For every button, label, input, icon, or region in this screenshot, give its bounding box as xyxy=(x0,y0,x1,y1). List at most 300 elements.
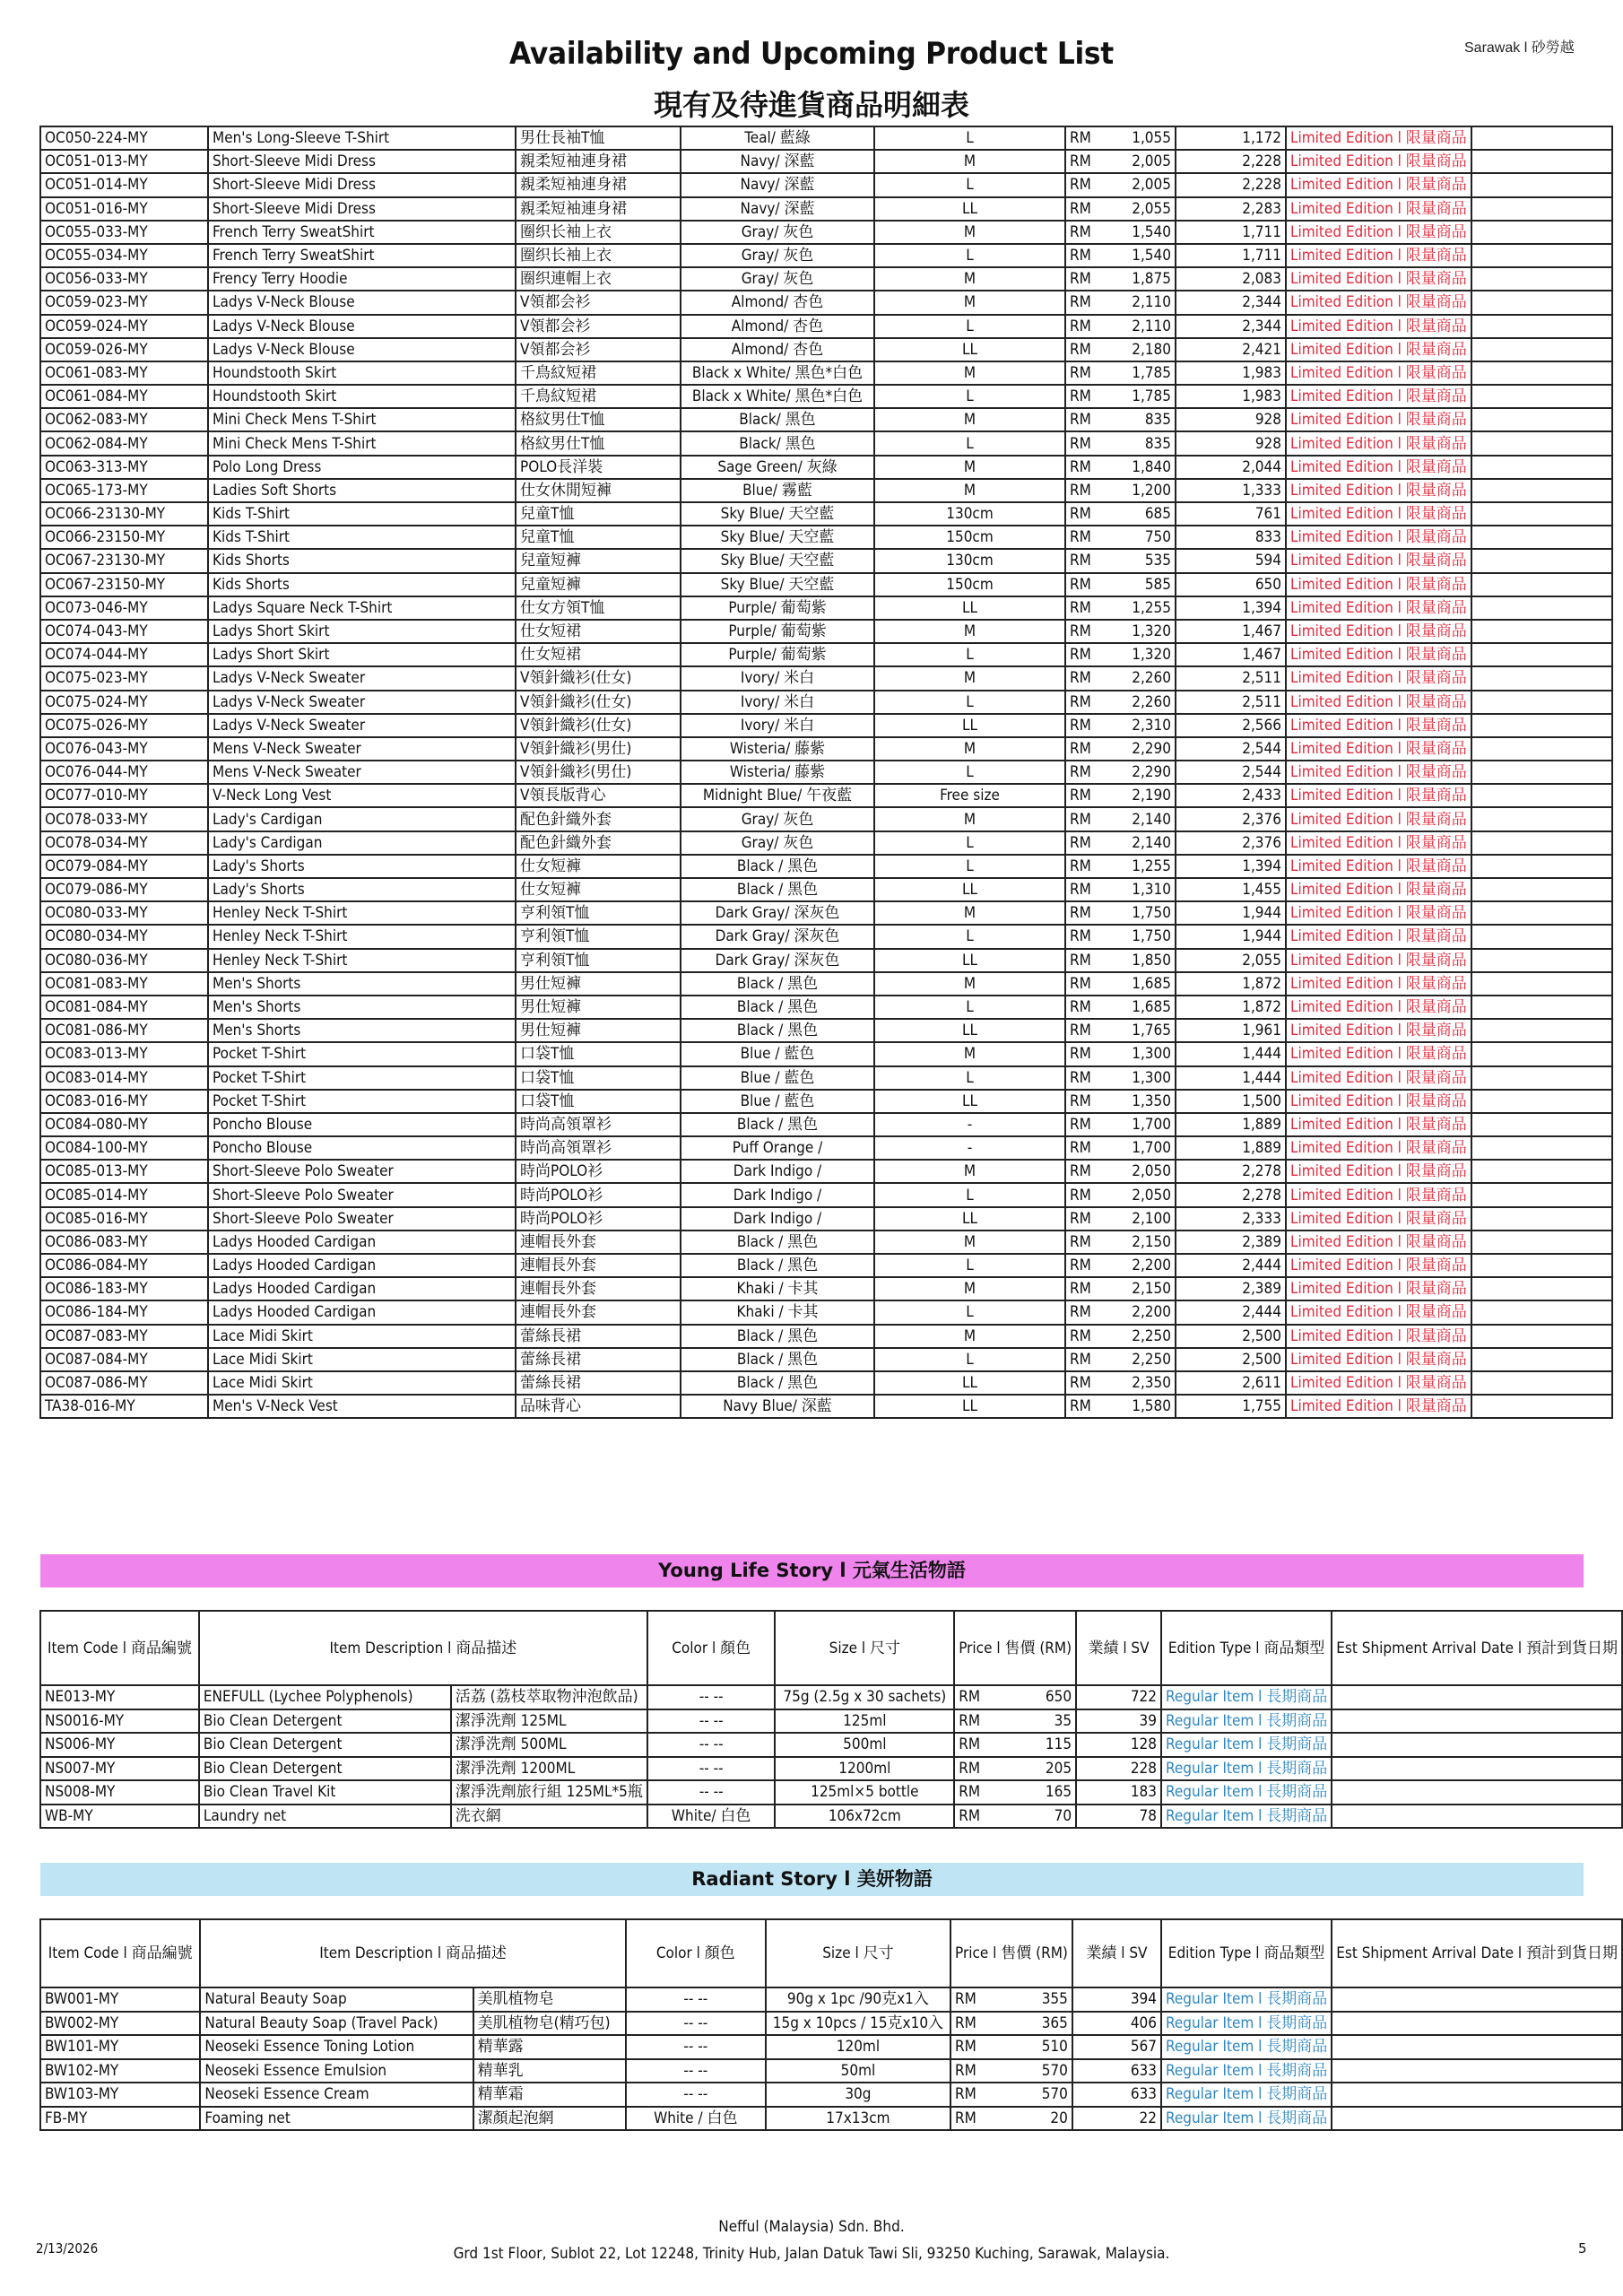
cell-item-description: Kids Shorts xyxy=(208,573,516,596)
cell-item-description: Neoseki Essence Toning Lotion xyxy=(200,2035,473,2059)
cell-arrival-date xyxy=(1332,1709,1622,1734)
cell-price: 1,310 xyxy=(1101,878,1176,901)
cell-arrival-date xyxy=(1332,1987,1622,2012)
cell-currency: RM xyxy=(1065,502,1101,526)
cell-sv: 1,872 xyxy=(1176,996,1286,1019)
cell-edition-type: Limited Edition l 限量商品 xyxy=(1286,1042,1471,1065)
cell-item-description-cn: V領針織衫(男仕) xyxy=(516,761,681,784)
cell-currency: RM xyxy=(1065,1395,1101,1418)
cell-edition-type: Regular Item l 長期商品 xyxy=(1161,1805,1332,1829)
cell-color: -- -- xyxy=(626,2035,766,2059)
table-row xyxy=(40,1685,1622,1709)
table-row xyxy=(40,1254,1612,1277)
cell-edition-type: Limited Edition l 限量商品 xyxy=(1286,1325,1471,1348)
cell-arrival-date xyxy=(1471,456,1612,479)
cell-color: Black / 黑色 xyxy=(681,1325,874,1348)
cell-color: Khaki / 卡其 xyxy=(681,1300,874,1324)
cell-currency: RM xyxy=(1065,197,1101,221)
table-row xyxy=(40,1709,1622,1734)
cell-item-description: Natural Beauty Soap xyxy=(200,1987,473,2012)
table-row xyxy=(40,1987,1622,2012)
cell-currency: RM xyxy=(954,1780,994,1805)
cell-size: L xyxy=(874,831,1065,855)
cell-color: -- -- xyxy=(647,1780,776,1805)
cell-color: Black / 黑色 xyxy=(681,1019,874,1042)
cell-price: 1,875 xyxy=(1101,267,1176,291)
cell-edition-type: Limited Edition l 限量商品 xyxy=(1286,949,1471,972)
cell-item-description: Ladys Square Neck T-Shirt xyxy=(208,596,516,620)
cell-item-description-cn: 親柔短袖連身裙 xyxy=(516,150,681,173)
table-row xyxy=(40,1090,1612,1113)
cell-item-code: OC065-173-MY xyxy=(40,479,208,502)
cell-edition-type: Limited Edition l 限量商品 xyxy=(1286,456,1471,479)
cell-arrival-date xyxy=(1471,855,1612,878)
cell-arrival-date xyxy=(1471,479,1612,502)
cell-price: 835 xyxy=(1101,431,1176,455)
table-row xyxy=(40,643,1612,666)
cell-item-code: OC061-083-MY xyxy=(40,361,208,385)
cell-size: 50ml xyxy=(766,2059,950,2083)
cell-currency: RM xyxy=(1065,972,1101,996)
cell-item-description: Ladys Short Skirt xyxy=(208,643,516,666)
cell-sv: 2,228 xyxy=(1176,150,1286,173)
cell-color: Sky Blue/ 天空藍 xyxy=(681,526,874,549)
cell-item-description-cn: 仕女短褲 xyxy=(516,855,681,878)
cell-size: M xyxy=(874,807,1065,831)
cell-arrival-date xyxy=(1471,643,1612,666)
cell-color: Wisteria/ 藤紫 xyxy=(681,737,874,761)
cell-sv: 2,444 xyxy=(1176,1300,1286,1324)
cell-size: M xyxy=(874,1325,1065,1348)
cell-arrival-date xyxy=(1471,315,1612,338)
cell-currency: RM xyxy=(950,1987,990,2012)
cell-size: L xyxy=(874,855,1065,878)
cell-arrival-date xyxy=(1471,1277,1612,1300)
cell-item-description-cn: 時尚POLO衫 xyxy=(516,1160,681,1183)
cell-currency: RM xyxy=(1065,267,1101,291)
page-title: Availability and Upcoming Product List xyxy=(509,36,1114,72)
cell-item-code: OC080-034-MY xyxy=(40,925,208,948)
cell-price: 835 xyxy=(1101,408,1176,431)
header-color: Color l 顏色 xyxy=(647,1611,776,1685)
cell-size: LL xyxy=(874,1207,1065,1231)
cell-item-description: Laundry net xyxy=(199,1805,451,1829)
table-row xyxy=(40,338,1612,361)
cell-edition-type: Limited Edition l 限量商品 xyxy=(1286,596,1471,620)
cell-currency: RM xyxy=(1065,1207,1101,1231)
cell-sv: 2,611 xyxy=(1176,1371,1286,1395)
cell-item-code: OC076-044-MY xyxy=(40,761,208,784)
cell-price: 650 xyxy=(994,1685,1076,1709)
cell-sv: 2,544 xyxy=(1176,761,1286,784)
cell-price: 2,290 xyxy=(1101,761,1176,784)
table-row xyxy=(40,1136,1612,1160)
cell-arrival-date xyxy=(1471,197,1612,221)
cell-item-description-cn: 精華霜 xyxy=(473,2083,626,2107)
cell-item-code: BW103-MY xyxy=(40,2083,200,2107)
cell-item-description: Lady's Cardigan xyxy=(208,831,516,855)
cell-item-description-cn: 格紋男仕T恤 xyxy=(516,408,681,431)
cell-item-description-cn: 兒童短褲 xyxy=(516,549,681,572)
cell-item-description: Kids T-Shirt xyxy=(208,526,516,549)
cell-item-code: WB-MY xyxy=(40,1805,199,1829)
cell-item-code: OC059-026-MY xyxy=(40,338,208,361)
cell-color: Navy Blue/ 深藍 xyxy=(681,1395,874,1418)
table-row xyxy=(40,197,1612,221)
table-row xyxy=(40,972,1612,996)
cell-item-description-cn: 時尚高領罩衫 xyxy=(516,1113,681,1136)
cell-edition-type: Limited Edition l 限量商品 xyxy=(1286,878,1471,901)
header-item-code: Item Code l 商品編號 xyxy=(40,1611,199,1685)
cell-arrival-date xyxy=(1332,2059,1622,2083)
cell-item-description: Lace Midi Skirt xyxy=(208,1348,516,1371)
cell-size: LL xyxy=(874,596,1065,620)
young-life-table xyxy=(39,1610,1623,1829)
footer-address: Grd 1st Floor, Sublot 22, Lot 12248, Trinity Hub, Jalan Datuk Tawi Sli, 93250 Kuching, Sarawak, Malaysia. xyxy=(453,2245,1170,2263)
cell-item-description-cn: 潔淨洗劑旅行組 125ML*5瓶 xyxy=(451,1780,647,1805)
header-item-description: Item Description l 商品描述 xyxy=(199,1611,647,1685)
cell-item-description: Men's Shorts xyxy=(208,1019,516,1042)
cell-color: -- -- xyxy=(647,1733,776,1757)
cell-sv: 1,889 xyxy=(1176,1113,1286,1136)
cell-size: L xyxy=(874,1254,1065,1277)
cell-color: Blue / 藍色 xyxy=(681,1042,874,1065)
cell-item-code: OC050-224-MY xyxy=(40,126,208,150)
cell-arrival-date xyxy=(1471,737,1612,761)
cell-size: M xyxy=(874,972,1065,996)
cell-currency: RM xyxy=(1065,126,1101,150)
cell-item-description-cn: 潔淨洗劑 1200ML xyxy=(451,1757,647,1781)
cell-currency: RM xyxy=(1065,761,1101,784)
cell-size: 125ml×5 bottle xyxy=(775,1780,954,1805)
cell-item-description-cn: 親柔短袖連身裙 xyxy=(516,197,681,221)
cell-currency: RM xyxy=(1065,949,1101,972)
cell-color: Dark Indigo / xyxy=(681,1160,874,1183)
cell-color: Dark Gray/ 深灰色 xyxy=(681,949,874,972)
cell-price: 1,540 xyxy=(1101,244,1176,267)
cell-currency: RM xyxy=(1065,666,1101,690)
cell-sv: 567 xyxy=(1072,2035,1161,2059)
cell-item-code: OC051-016-MY xyxy=(40,197,208,221)
cell-color: Ivory/ 米白 xyxy=(681,666,874,690)
cell-color: Ivory/ 米白 xyxy=(681,691,874,714)
cell-currency: RM xyxy=(1065,1160,1101,1183)
cell-item-code: OC056-033-MY xyxy=(40,267,208,291)
cell-color: Purple/ 葡萄紫 xyxy=(681,596,874,620)
cell-arrival-date xyxy=(1471,666,1612,690)
table-row xyxy=(40,408,1612,431)
cell-item-code: NS008-MY xyxy=(40,1780,199,1805)
cell-item-description-cn: 潔顏起泡網 xyxy=(473,2107,626,2131)
cell-price: 1,700 xyxy=(1101,1136,1176,1160)
cell-arrival-date xyxy=(1471,150,1612,173)
cell-size: LL xyxy=(874,1090,1065,1113)
cell-sv: 2,389 xyxy=(1176,1277,1286,1300)
cell-sv: 2,389 xyxy=(1176,1231,1286,1254)
cell-item-code: OC080-036-MY xyxy=(40,949,208,972)
cell-currency: RM xyxy=(1065,1348,1101,1371)
cell-item-description: Lady's Shorts xyxy=(208,855,516,878)
cell-size: M xyxy=(874,1231,1065,1254)
cell-price: 1,300 xyxy=(1101,1042,1176,1065)
cell-item-description-cn: 千鳥紋短裙 xyxy=(516,361,681,385)
cell-item-code: OC074-044-MY xyxy=(40,643,208,666)
cell-item-code: BW001-MY xyxy=(40,1987,200,2012)
cell-item-description: Neoseki Essence Cream xyxy=(200,2083,473,2107)
table-row xyxy=(40,456,1612,479)
table-row xyxy=(40,479,1612,502)
cell-item-description-cn: V領針織衫(仕女) xyxy=(516,666,681,690)
cell-size: LL xyxy=(874,1395,1065,1418)
cell-item-description: Bio Clean Detergent xyxy=(199,1733,451,1757)
cell-item-code: OC079-084-MY xyxy=(40,855,208,878)
page-subtitle: 現有及待進貨商品明細表 xyxy=(653,88,969,122)
cell-price: 1,320 xyxy=(1101,620,1176,643)
cell-price: 1,580 xyxy=(1101,1395,1176,1418)
table-row xyxy=(40,761,1612,784)
cell-item-code: OC067-23130-MY xyxy=(40,549,208,572)
cell-edition-type: Limited Edition l 限量商品 xyxy=(1286,408,1471,431)
cell-edition-type: Limited Edition l 限量商品 xyxy=(1286,1183,1471,1206)
cell-arrival-date xyxy=(1471,549,1612,572)
cell-price: 1,685 xyxy=(1101,972,1176,996)
cell-item-description-cn: POLO長洋裝 xyxy=(516,456,681,479)
cell-color: Sky Blue/ 天空藍 xyxy=(681,573,874,596)
cell-edition-type: Limited Edition l 限量商品 xyxy=(1286,996,1471,1019)
cell-price: 2,050 xyxy=(1101,1160,1176,1183)
table-row xyxy=(40,1395,1612,1418)
table-row xyxy=(40,1300,1612,1324)
cell-currency: RM xyxy=(1065,878,1101,901)
cell-sv: 39 xyxy=(1076,1709,1161,1734)
cell-sv: 2,511 xyxy=(1176,666,1286,690)
cell-edition-type: Limited Edition l 限量商品 xyxy=(1286,761,1471,784)
cell-item-code: OC087-084-MY xyxy=(40,1348,208,1371)
footer-company: Nefful (Malaysia) Sdn. Bhd. xyxy=(718,2218,905,2236)
cell-item-code: NS007-MY xyxy=(40,1757,199,1781)
cell-item-description-cn: 兒童T恤 xyxy=(516,502,681,526)
cell-item-code: OC066-23150-MY xyxy=(40,526,208,549)
cell-edition-type: Limited Edition l 限量商品 xyxy=(1286,1160,1471,1183)
cell-item-description-cn: 潔淨洗劑 125ML xyxy=(451,1709,647,1734)
cell-sv: 1,755 xyxy=(1176,1395,1286,1418)
header-item-code: Item Code l 商品編號 xyxy=(40,1919,200,1987)
cell-size: 120ml xyxy=(766,2035,950,2059)
cell-arrival-date xyxy=(1471,126,1612,150)
cell-size: M xyxy=(874,620,1065,643)
cell-item-description: Men's Long-Sleeve T-Shirt xyxy=(208,126,516,150)
cell-price: 2,180 xyxy=(1101,338,1176,361)
cell-item-description: Foaming net xyxy=(200,2107,473,2131)
radiant-body xyxy=(40,1987,1622,2130)
cell-color: White / 白色 xyxy=(626,2107,766,2131)
cell-sv: 22 xyxy=(1072,2107,1161,2131)
cell-edition-type: Regular Item l 長期商品 xyxy=(1161,2012,1332,2036)
cell-size: L xyxy=(874,1300,1065,1324)
cell-arrival-date xyxy=(1471,385,1612,408)
cell-size: LL xyxy=(874,714,1065,737)
cell-price: 2,150 xyxy=(1101,1277,1176,1300)
cell-size: LL xyxy=(874,1371,1065,1395)
table-row xyxy=(40,1113,1612,1136)
cell-edition-type: Limited Edition l 限量商品 xyxy=(1286,479,1471,502)
cell-item-description-cn: 男仕短褲 xyxy=(516,1019,681,1042)
cell-price: 2,260 xyxy=(1101,691,1176,714)
cell-currency: RM xyxy=(1065,596,1101,620)
cell-item-code: OC073-046-MY xyxy=(40,596,208,620)
cell-item-code: OC076-043-MY xyxy=(40,737,208,761)
cell-currency: RM xyxy=(1065,1183,1101,1206)
table-row xyxy=(40,502,1612,526)
cell-item-description-cn: 時尚高領罩衫 xyxy=(516,1136,681,1160)
cell-edition-type: Limited Edition l 限量商品 xyxy=(1286,197,1471,221)
cell-edition-type: Limited Edition l 限量商品 xyxy=(1286,691,1471,714)
cell-item-code: OC085-014-MY xyxy=(40,1183,208,1206)
cell-edition-type: Limited Edition l 限量商品 xyxy=(1286,901,1471,925)
cell-currency: RM xyxy=(1065,855,1101,878)
cell-price: 1,055 xyxy=(1101,126,1176,150)
cell-item-description: Lady's Cardigan xyxy=(208,807,516,831)
cell-item-description-cn: 精華乳 xyxy=(473,2059,626,2083)
table-row xyxy=(40,221,1612,244)
cell-arrival-date xyxy=(1471,901,1612,925)
cell-price: 2,140 xyxy=(1101,807,1176,831)
cell-item-code: OC078-033-MY xyxy=(40,807,208,831)
cell-color: Almond/ 杏色 xyxy=(681,315,874,338)
table-row xyxy=(40,315,1612,338)
table-row xyxy=(40,996,1612,1019)
cell-edition-type: Limited Edition l 限量商品 xyxy=(1286,737,1471,761)
cell-item-code: OC079-086-MY xyxy=(40,878,208,901)
cell-sv: 2,228 xyxy=(1176,173,1286,196)
table-row xyxy=(40,949,1612,972)
cell-item-description: Men's V-Neck Vest xyxy=(208,1395,516,1418)
cell-size: L xyxy=(874,761,1065,784)
cell-size: L xyxy=(874,925,1065,948)
cell-size: M xyxy=(874,1042,1065,1065)
cell-item-code: OC085-013-MY xyxy=(40,1160,208,1183)
table-row xyxy=(40,1207,1612,1231)
cell-currency: RM xyxy=(1065,1277,1101,1300)
cell-price: 2,200 xyxy=(1101,1300,1176,1324)
cell-edition-type: Limited Edition l 限量商品 xyxy=(1286,173,1471,196)
cell-sv: 761 xyxy=(1176,502,1286,526)
cell-currency: RM xyxy=(950,2059,990,2083)
cell-color: Black / 黑色 xyxy=(681,1348,874,1371)
cell-item-code: OC086-184-MY xyxy=(40,1300,208,1324)
cell-color: Khaki / 卡其 xyxy=(681,1277,874,1300)
cell-arrival-date xyxy=(1471,291,1612,314)
cell-item-description-cn: 仕女休閒短褲 xyxy=(516,479,681,502)
cell-size: L xyxy=(874,643,1065,666)
table-row xyxy=(40,1348,1612,1371)
table-row xyxy=(40,291,1612,314)
cell-arrival-date xyxy=(1471,761,1612,784)
cell-currency: RM xyxy=(950,2083,990,2107)
cell-arrival-date xyxy=(1332,1780,1622,1805)
cell-sv: 2,083 xyxy=(1176,267,1286,291)
cell-sv: 2,278 xyxy=(1176,1160,1286,1183)
cell-item-description: Polo Long Dress xyxy=(208,456,516,479)
cell-item-code: OC081-084-MY xyxy=(40,996,208,1019)
cell-currency: RM xyxy=(1065,456,1101,479)
cell-item-code: OC081-086-MY xyxy=(40,1019,208,1042)
cell-item-description: Ladys V-Neck Blouse xyxy=(208,291,516,314)
cell-arrival-date xyxy=(1332,2012,1622,2036)
cell-item-code: OC074-043-MY xyxy=(40,620,208,643)
cell-size: 17x13cm xyxy=(766,2107,950,2131)
cell-size: LL xyxy=(874,338,1065,361)
table-row xyxy=(40,878,1612,901)
cell-sv: 1,444 xyxy=(1176,1066,1286,1090)
cell-item-description-cn: V領都会衫 xyxy=(516,338,681,361)
footer-date: 2/13/2026 xyxy=(36,2240,99,2257)
cell-color: -- -- xyxy=(626,2083,766,2107)
cell-edition-type: Regular Item l 長期商品 xyxy=(1161,1987,1332,2012)
cell-arrival-date xyxy=(1471,1207,1612,1231)
cell-arrival-date xyxy=(1471,1254,1612,1277)
cell-item-description-cn: 親柔短袖連身裙 xyxy=(516,173,681,196)
cell-size: Free size xyxy=(874,784,1065,807)
cell-edition-type: Limited Edition l 限量商品 xyxy=(1286,385,1471,408)
cell-sv: 2,444 xyxy=(1176,1254,1286,1277)
cell-sv: 406 xyxy=(1072,2012,1161,2036)
cell-price: 2,005 xyxy=(1101,173,1176,196)
cell-item-description-cn: 蕾絲長裙 xyxy=(516,1371,681,1395)
cell-item-description-cn: 兒童T恤 xyxy=(516,526,681,549)
radiant-header xyxy=(40,1919,1622,1987)
cell-currency: RM xyxy=(1065,643,1101,666)
cell-item-description: Ladies Soft Shorts xyxy=(208,479,516,502)
cell-arrival-date xyxy=(1471,573,1612,596)
cell-item-description-cn: 連帽長外套 xyxy=(516,1300,681,1324)
cell-sv: 1,394 xyxy=(1176,855,1286,878)
cell-arrival-date xyxy=(1471,173,1612,196)
cell-price: 2,310 xyxy=(1101,714,1176,737)
cell-currency: RM xyxy=(1065,1019,1101,1042)
cell-edition-type: Limited Edition l 限量商品 xyxy=(1286,431,1471,455)
cell-currency: RM xyxy=(1065,901,1101,925)
header-sv: 業績 l SV xyxy=(1076,1611,1161,1685)
cell-item-description: V-Neck Long Vest xyxy=(208,784,516,807)
cell-arrival-date xyxy=(1471,1300,1612,1324)
cell-arrival-date xyxy=(1332,1733,1622,1757)
cell-color: Gray/ 灰色 xyxy=(681,807,874,831)
cell-edition-type: Limited Edition l 限量商品 xyxy=(1286,807,1471,831)
cell-size: 150cm xyxy=(874,526,1065,549)
cell-size: 30g xyxy=(766,2083,950,2107)
cell-price: 35 xyxy=(994,1709,1076,1734)
cell-item-description: Poncho Blouse xyxy=(208,1113,516,1136)
cell-arrival-date xyxy=(1471,1066,1612,1090)
cell-arrival-date xyxy=(1332,1685,1622,1709)
cell-item-description-cn: V領針織衫(男仕) xyxy=(516,737,681,761)
cell-color: Dark Gray/ 深灰色 xyxy=(681,901,874,925)
cell-item-description: ENEFULL (Lychee Polyphenols) xyxy=(199,1685,451,1709)
cell-color: Almond/ 杏色 xyxy=(681,291,874,314)
cell-item-description-cn: 男仕長袖T恤 xyxy=(516,126,681,150)
cell-price: 115 xyxy=(994,1733,1076,1757)
young-life-body xyxy=(40,1685,1622,1828)
cell-item-description: Bio Clean Detergent xyxy=(199,1757,451,1781)
cell-item-description-cn: 連帽長外套 xyxy=(516,1254,681,1277)
table-row xyxy=(40,2035,1622,2059)
cell-edition-type: Regular Item l 長期商品 xyxy=(1161,2083,1332,2107)
cell-item-description: Ladys V-Neck Sweater xyxy=(208,691,516,714)
cell-sv: 650 xyxy=(1176,573,1286,596)
cell-item-description: Henley Neck T-Shirt xyxy=(208,901,516,925)
cell-currency: RM xyxy=(954,1733,994,1757)
